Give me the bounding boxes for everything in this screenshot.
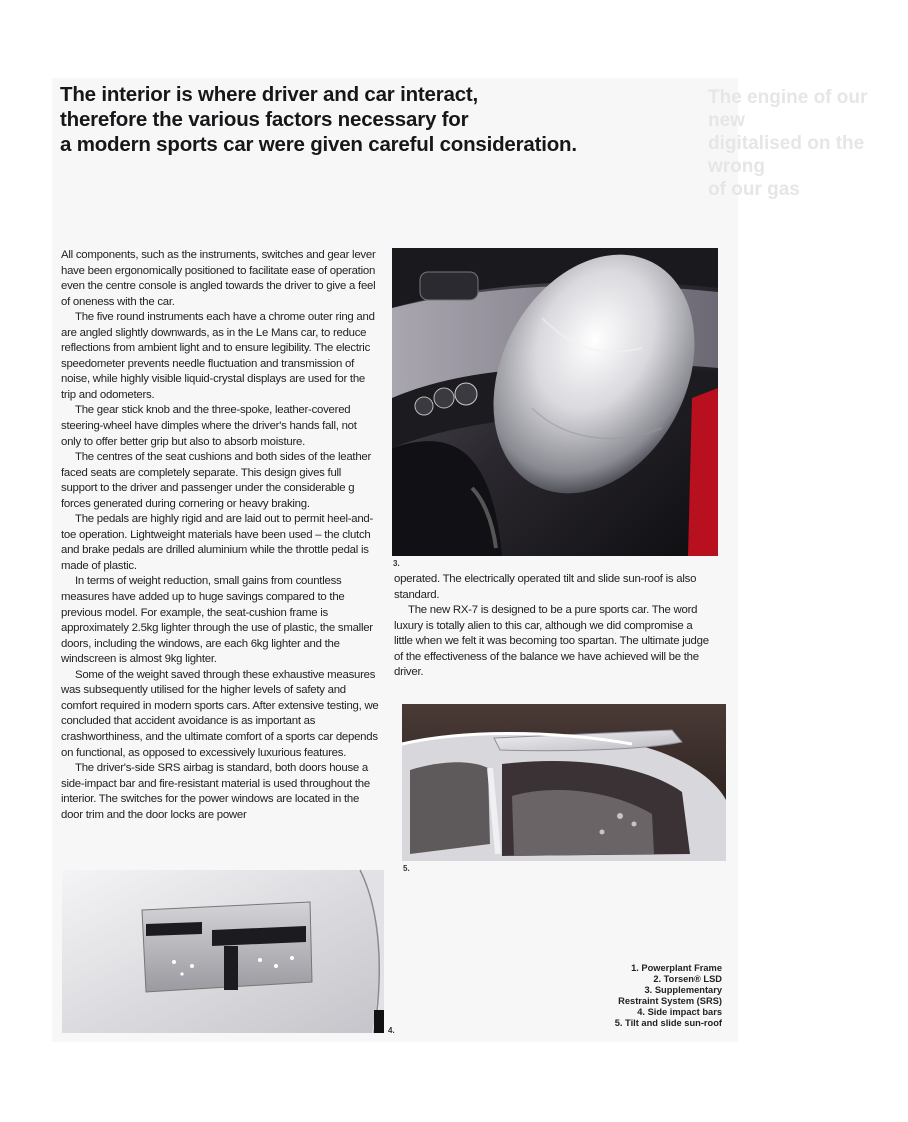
- body-paragraph: The gear stick knob and the three-spoke, leather-covered steering-wheel have dimples where the driver's hands fall, not only to offer better grip but also to absorb moisture.: [61, 404, 357, 448]
- airbag-illustration: [392, 248, 718, 556]
- body-column-left: [61, 248, 379, 823]
- body-paragraph: In terms of weight reduction, small gains from countless measures have added up to huge savings compared to the previous model. For example, the seat-cushion frame is approximately 2.5kg lighter through the use of plastic, the smaller doors, including the windows, are each 6kg lighter and the windscreen is almost 9kg lighter.: [61, 575, 373, 666]
- sunroof-illustration: [402, 704, 726, 861]
- figure-captions: [562, 963, 722, 1029]
- body-paragraph: The five round instruments each have a chrome outer ring and are angled slightly downwards, as in the Le Mans car, to reduce reflections from ambient light and to ensure legibility. The electric speedometer prevents needle fluctuation and transmission of noise, while highly visible liquid-crystal displays are used for the trip and odometers.: [61, 311, 375, 401]
- body-paragraph: The driver's-side SRS airbag is standard, both doors house a side-impact bar and fire-resistant material is used throughout the interior. The switches for the power windows are located in the door trim and the door locks are power: [61, 762, 370, 821]
- body-column-right: [394, 572, 712, 681]
- body-paragraph: operated. The electrically operated tilt and slide sun-roof is also standard.: [394, 573, 697, 601]
- brochure-page: [52, 78, 868, 1042]
- body-paragraph: The pedals are highly rigid and are laid out to permit heel-and-toe operation. Lightweight materials have been used – the clutch and brake pedals are drilled aluminium while the throttle pedal is made of plastic.: [61, 513, 374, 572]
- body-paragraph: The centres of the seat cushions and both sides of the leather faced seats are completely separate. This design gives full support to the driver and passenger under the considerable g forces generated during cornering or heavy braking.: [61, 451, 372, 510]
- bleed-through-text: The engine of our new digitalised on the wrong of our gas: [708, 87, 868, 200]
- headline-line: a modern sports car were given careful consideration.: [60, 133, 577, 156]
- sunroof-photo: [402, 704, 726, 861]
- headline-line: The interior is where driver and car interact,: [60, 83, 479, 106]
- body-paragraph: Some of the weight saved through these exhaustive measures was subsequently utilised for the higher levels of safety and comfort required in modern sports cars. After extensive testing, we concluded that accident avoidance is as important as crashworthiness, and the ultimate comfort of a sports car depends on functional, as opposed to excessively luxurious features.: [61, 668, 379, 759]
- page-headline: [60, 82, 700, 157]
- side-impact-bar-photo: [62, 870, 384, 1033]
- body-paragraph: All components, such as the instruments, switches and gear lever have been ergonomically positioned to facilitate ease of operation even the centre console is angled towards the driver to give a feel of oneness with the car.: [61, 249, 376, 308]
- airbag-photo: [392, 248, 718, 556]
- caption-line: 5. Tilt and slide sun-roof: [614, 1018, 722, 1028]
- figure-number: 4.: [388, 1026, 395, 1035]
- side-impact-illustration: [62, 870, 384, 1033]
- caption-line: 4. Side impact bars: [637, 1007, 722, 1017]
- caption-line: Restraint System (SRS): [618, 996, 722, 1006]
- headline-line: therefore the various factors necessary for: [60, 108, 469, 131]
- figure-number: 5.: [403, 864, 410, 873]
- caption-line: 1. Powerplant Frame: [631, 963, 722, 973]
- caption-line: 3. Supplementary: [644, 985, 722, 995]
- caption-line: 2. Torsen® LSD: [653, 974, 722, 984]
- body-paragraph: The new RX-7 is designed to be a pure sports car. The word luxury is totally alien to this car, although we did compromise a little when we felt it was becoming too spartan. The ultimate judge of the effectiveness of the balance we have achieved will be the driver.: [394, 604, 709, 679]
- figure-number: 3.: [393, 559, 400, 568]
